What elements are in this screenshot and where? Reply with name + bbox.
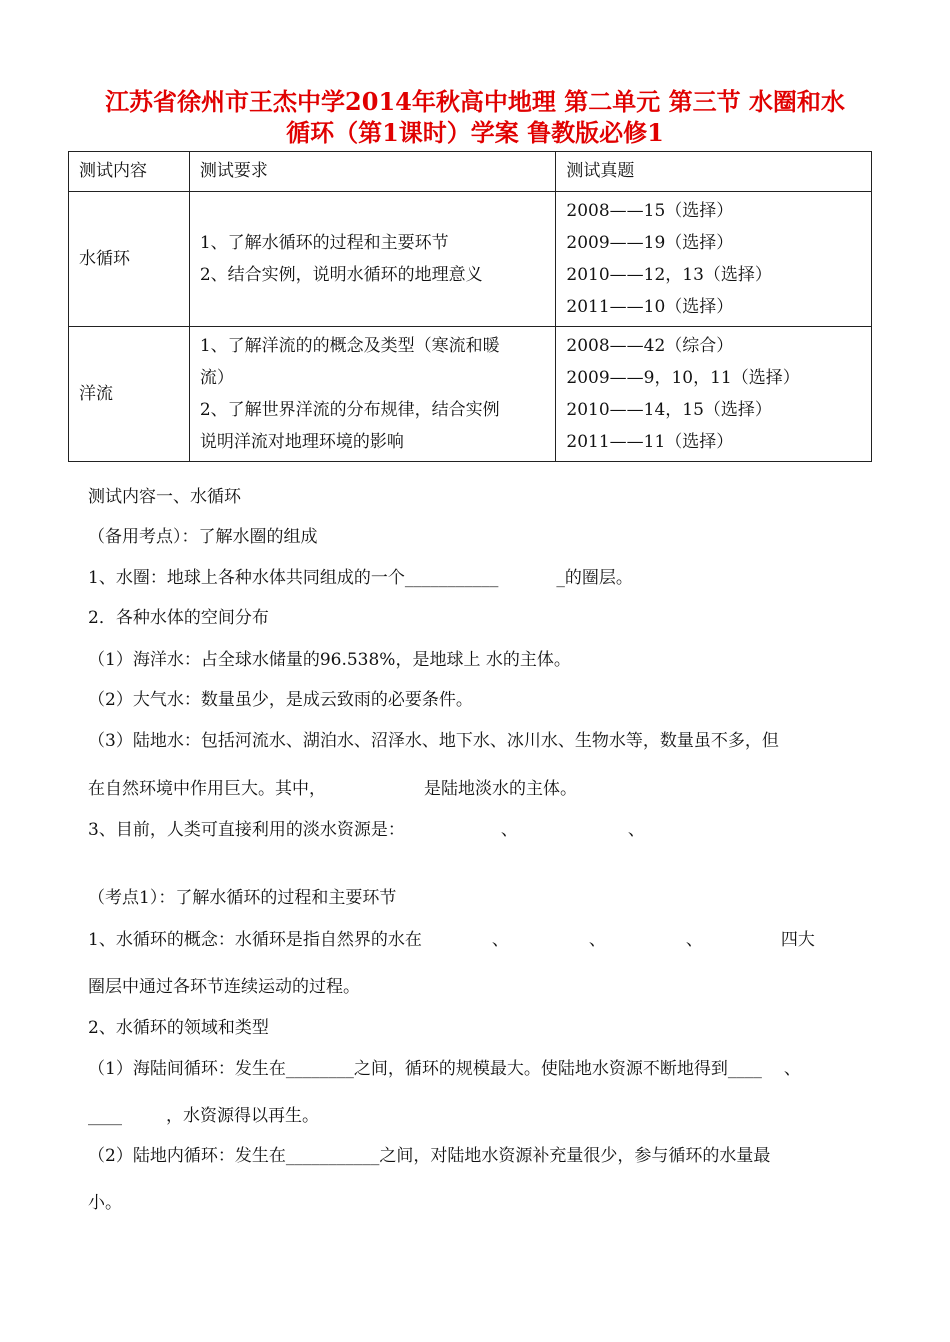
hydrosphere-definition: 1、水圈：地球上各种水体共同组成的一个___________ _的圈层。	[88, 568, 633, 588]
sea-land-cycle-continued: ____ ，水资源得以再生。	[88, 1106, 319, 1126]
blank-underline: ___________	[285, 1146, 380, 1166]
question-item: 2008——15（选择）	[566, 201, 734, 221]
requirement-item: 2、了解世界洋流的分布规律，结合实例	[199, 400, 500, 420]
blank-underline: ________	[285, 1059, 354, 1079]
question-item: 2010——12，13（选择）	[566, 265, 772, 285]
water-distribution-heading: 2．各种水体的空间分布	[88, 608, 269, 628]
question-item: 2010——14，15（选择）	[566, 400, 772, 420]
ocean-water: （1）海洋水：占全球水储量的96.538%，是地球上 水的主体。	[88, 650, 571, 670]
table-row	[69, 192, 872, 327]
row-requirements	[189, 327, 556, 462]
backup-point: （备用考点）：了解水圈的组成	[88, 527, 318, 547]
header-questions: 测试真题	[556, 152, 872, 192]
water-cycle-types-heading: 2、水循环的领域和类型	[88, 1018, 269, 1038]
atmospheric-water: （2）大气水：数量虽少，是成云致雨的必要条件。	[88, 690, 473, 710]
question-item: 2009——9，10，11（选择）	[566, 368, 800, 388]
header-requirements: 测试要求	[189, 152, 556, 192]
test-plan-table	[68, 151, 872, 462]
row-content: 洋流	[69, 327, 190, 462]
title-line-1: 江苏省徐州市王杰中学2014年秋高中地理 第二单元 第三节 水圈和水	[105, 87, 845, 116]
row-content: 水循环	[69, 192, 190, 327]
inland-cycle: （2）陆地内循环：发生在___________之间，对陆地水资源补充量很少，参与循环的水量最	[88, 1146, 771, 1166]
inland-cycle-continued: 小。	[88, 1193, 122, 1213]
document-title	[70, 86, 880, 148]
blank-underline: ____	[727, 1059, 762, 1079]
land-water-continued: 在自然环境中作用巨大。其中， 是陆地淡水的主体。	[88, 779, 577, 799]
blank-underline: ___________	[404, 568, 499, 588]
question-item: 2011——10（选择）	[566, 297, 734, 317]
question-item: 2008——42（综合）	[566, 336, 734, 356]
table-header-row	[69, 152, 872, 192]
header-content: 测试内容	[69, 152, 190, 192]
requirement-item: 1、了解洋流的的概念及类型（寒流和暖	[199, 336, 500, 356]
fresh-water-resources: 3、目前，人类可直接利用的淡水资源是： 、 、	[88, 820, 645, 840]
requirement-item: 2、结合实例，说明水循环的地理意义	[199, 265, 483, 285]
exam-point-1: （考点1）：了解水循环的过程和主要环节	[88, 888, 397, 908]
section-heading: 测试内容一、水循环	[88, 487, 241, 507]
question-item: 2009——19（选择）	[566, 233, 734, 253]
row-requirements	[189, 192, 556, 327]
water-cycle-concept-continued: 圈层中通过各环节连续运动的过程。	[88, 977, 360, 997]
row-questions	[556, 327, 872, 462]
sea-land-cycle: （1）海陆间循环：发生在________之间，循环的规模最大。使陆地水资源不断地得到____ 、	[88, 1059, 801, 1079]
water-cycle-concept: 1、水循环的概念：水循环是指自然界的水在 、 、 、 四大	[88, 930, 815, 950]
requirement-item: 1、了解水循环的过程和主要环节	[199, 233, 449, 253]
row-questions	[556, 192, 872, 327]
table-row	[69, 327, 872, 462]
requirement-item: 说明洋流对地理环境的影响	[199, 432, 404, 452]
question-item: 2011——11（选择）	[566, 432, 734, 452]
requirement-item: 流）	[199, 368, 234, 388]
land-water: （3）陆地水：包括河流水、湖泊水、沼泽水、地下水、冰川水、生物水等，数量虽不多，但	[88, 731, 779, 751]
title-line-2: 循环（第1课时）学案 鲁教版必修1	[286, 118, 664, 147]
blank-underline: ____	[88, 1106, 122, 1126]
